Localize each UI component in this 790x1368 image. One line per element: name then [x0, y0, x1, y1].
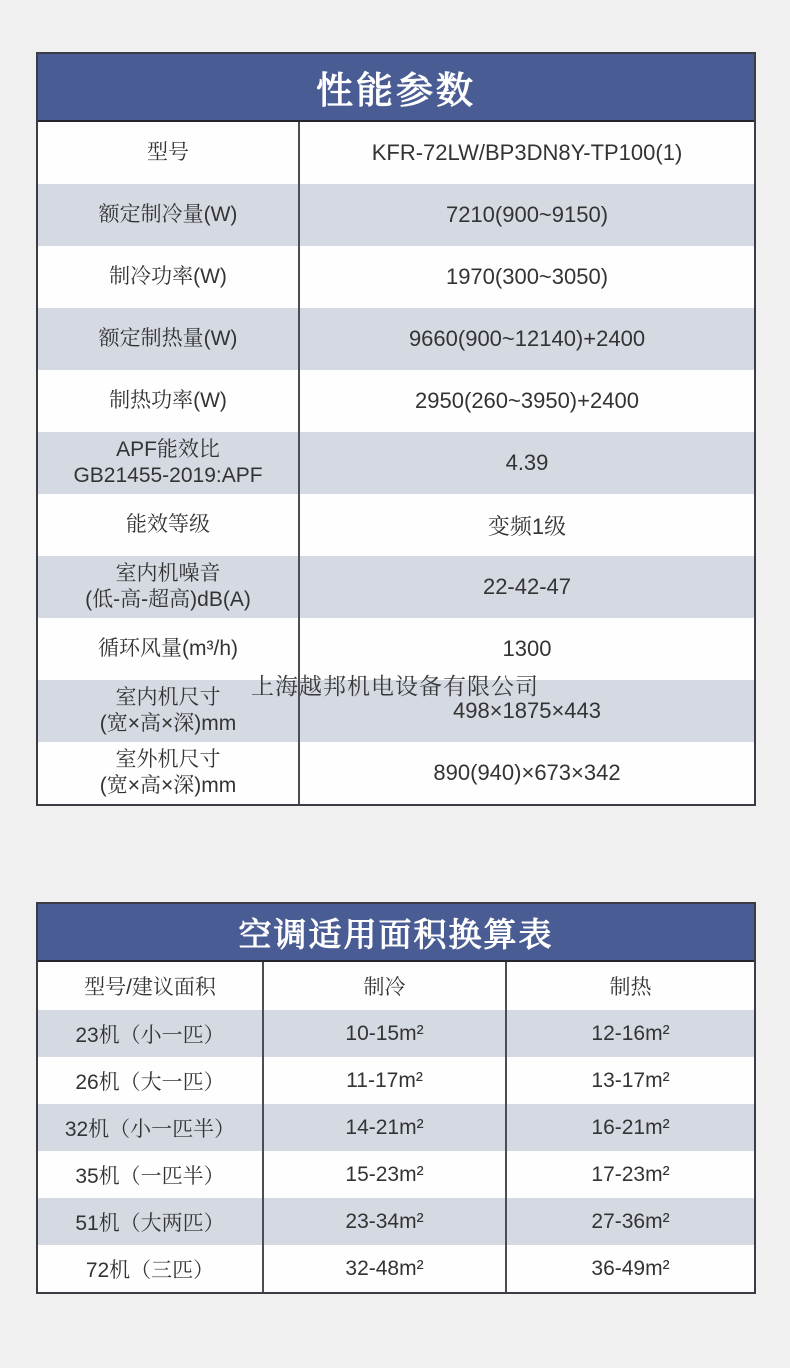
- row-label: [38, 122, 300, 184]
- performance-table-title: 性能参数: [38, 54, 754, 122]
- table-row: [38, 494, 754, 556]
- model-cell: 35机（一匹半）: [38, 1151, 264, 1198]
- table-row: [38, 370, 754, 432]
- row-label-line: 室内机噪音: [115, 562, 221, 585]
- row-value: 498×1875×443: [452, 698, 602, 723]
- row-label-line: 能效等级: [126, 513, 210, 536]
- row-value: 2950(260~3950)+2400: [415, 388, 639, 413]
- column-header: 制热: [609, 976, 652, 999]
- model-cell: 26机（大一匹）: [38, 1057, 264, 1104]
- performance-table: [36, 52, 756, 806]
- row-label: [38, 494, 300, 556]
- row-label-line2: GB21455-2019:APF: [73, 464, 263, 487]
- table-row: [38, 680, 754, 742]
- cooling-area-cell: 14-21m²: [264, 1104, 507, 1151]
- cooling-area-cell: 23-34m²: [264, 1198, 507, 1245]
- heating-area-cell: 17-23m²: [591, 1162, 670, 1186]
- model-cell: 23机（小一匹）: [38, 1010, 264, 1057]
- table-row: [38, 122, 754, 184]
- area-table-body: [38, 1010, 754, 1292]
- row-label: [38, 742, 300, 804]
- area-conversion-table-title: 空调适用面积换算表: [38, 904, 754, 962]
- table-row: [38, 1010, 754, 1057]
- row-label-line: 额定制冷量(W): [98, 203, 238, 226]
- table-row: [38, 308, 754, 370]
- table-row: [38, 246, 754, 308]
- row-value: 4.39: [505, 450, 549, 475]
- row-value: 890(940)×673×342: [433, 760, 621, 785]
- row-value: 7210(900~9150): [445, 202, 609, 227]
- row-label: [38, 308, 300, 370]
- row-label: [38, 618, 300, 680]
- row-value: KFR-72LW/BP3DN8Y-TP100(1): [371, 140, 683, 165]
- row-value: 22-42-47: [482, 574, 572, 599]
- heating-area-cell: 12-16m²: [591, 1021, 670, 1045]
- row-label-line: 室内机尺寸: [115, 686, 221, 709]
- table-row: [38, 1104, 754, 1151]
- heating-area-cell: 27-36m²: [591, 1209, 670, 1233]
- row-value: 1300: [502, 636, 552, 661]
- row-label-line: 制热功率(W): [109, 389, 227, 412]
- row-label-line2: (宽×高×深)mm: [99, 712, 237, 735]
- cooling-area-cell: 11-17m²: [264, 1057, 507, 1104]
- row-label-line: 额定制热量(W): [98, 327, 238, 350]
- row-label-line: 型号: [147, 141, 189, 164]
- table-row: [38, 184, 754, 246]
- row-label-line2: (宽×高×深)mm: [99, 774, 237, 797]
- table-row: [38, 1151, 754, 1198]
- cooling-area-cell: 32-48m²: [264, 1245, 507, 1292]
- area-conversion-table: [36, 902, 756, 1294]
- row-value: 变频1级: [487, 513, 567, 539]
- column-header: 制冷: [264, 962, 507, 1010]
- row-label: [38, 370, 300, 432]
- row-value: 9660(900~12140)+2400: [408, 326, 646, 351]
- table-row: [38, 618, 754, 680]
- area-table-header-row: [38, 962, 754, 1010]
- heating-area-cell: 36-49m²: [591, 1256, 670, 1280]
- row-label-line: 制冷功率(W): [109, 265, 227, 288]
- model-cell: 51机（大两匹）: [38, 1198, 264, 1245]
- heating-area-cell: 13-17m²: [591, 1068, 670, 1092]
- row-label: [38, 432, 300, 494]
- table-row: [38, 1198, 754, 1245]
- table-row: [38, 1057, 754, 1104]
- table-row: [38, 1245, 754, 1292]
- performance-table-body: [38, 122, 754, 804]
- row-value: 1970(300~3050): [445, 264, 609, 289]
- table-row: [38, 556, 754, 618]
- row-label: [38, 680, 300, 742]
- heating-area-cell: 16-21m²: [591, 1115, 670, 1139]
- company-watermark: 上海越邦机电设备有限公司: [251, 674, 539, 700]
- table-row: [38, 432, 754, 494]
- model-cell: 72机（三匹）: [38, 1245, 264, 1292]
- model-cell: 32机（小一匹半）: [38, 1104, 264, 1151]
- cooling-area-cell: 15-23m²: [264, 1151, 507, 1198]
- row-label-line: 循环风量(m³/h): [98, 637, 238, 660]
- row-label: [38, 556, 300, 618]
- row-label-line: APF能效比: [116, 438, 220, 461]
- cooling-area-cell: 10-15m²: [264, 1010, 507, 1057]
- row-label-line2: (低-高-超高)dB(A): [85, 588, 251, 611]
- table-row: [38, 742, 754, 804]
- column-header: 型号/建议面积: [38, 962, 264, 1010]
- row-label: [38, 246, 300, 308]
- row-label: [38, 184, 300, 246]
- row-label-line: 室外机尺寸: [115, 748, 221, 771]
